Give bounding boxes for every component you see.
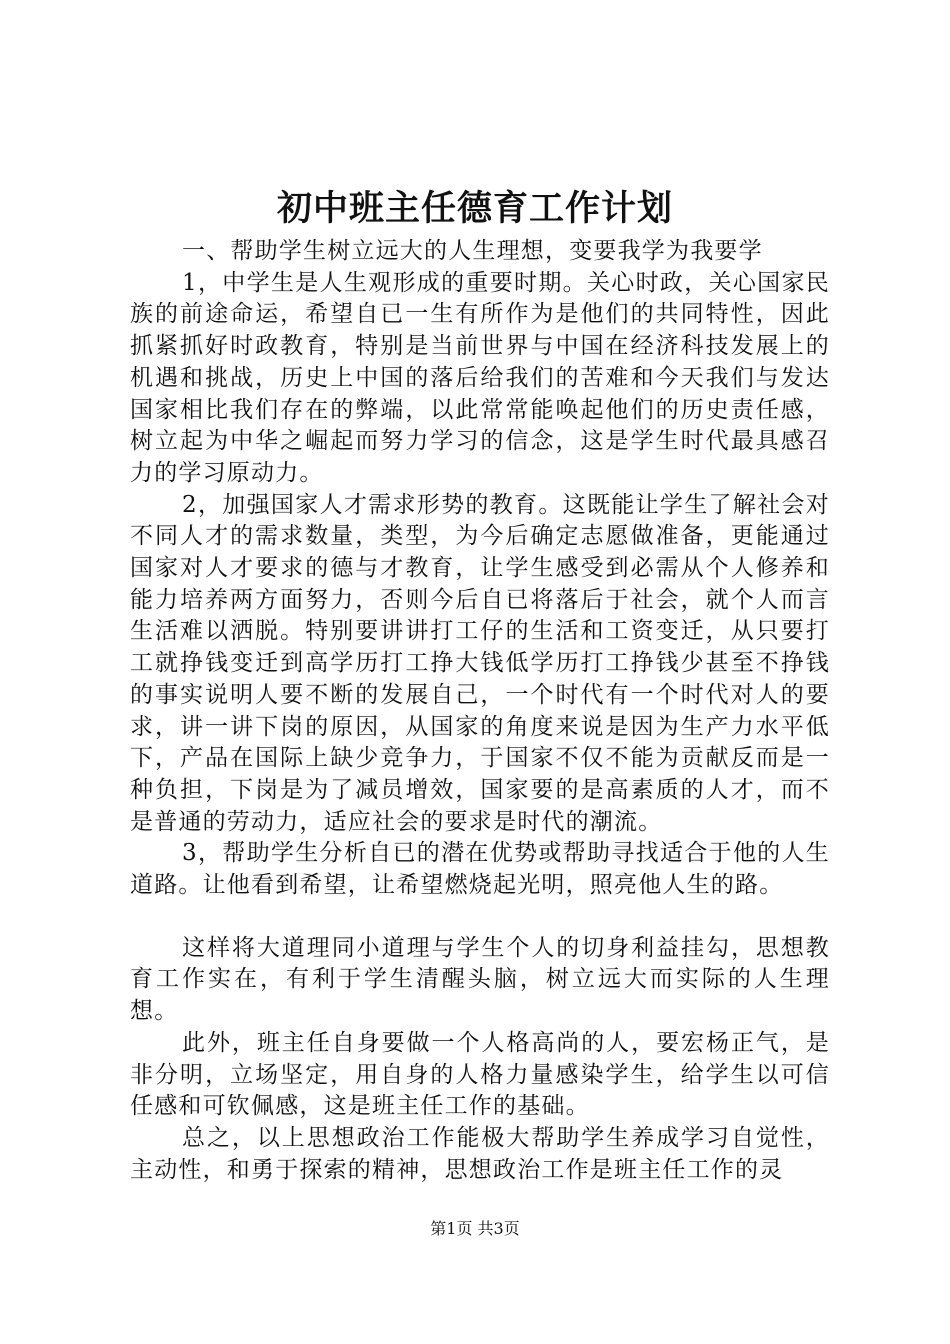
section-heading: 一、帮助学生树立远大的人生理想，变要我学为我要学 [182,238,763,264]
paragraph-spacer [130,902,830,933]
paragraph-point-3: 3，帮助学生分析自已的潜在优势或帮助寻找适合于他的人生道路。让他看到希望，让希望燃烧起光明，照亮他人生的路。 [130,840,830,899]
document-title: 初中班主任德育工作计划 [276,188,673,229]
document-body [130,236,830,1186]
paragraph-teacher-role: 此外，班主任自身要做一个人格高尚的人，要宏杨正气，是非分明，立场坚定，用自身的人格力量感染学生，给学生以可信任感和可钦佩感，这是班主任工作的基础。 [130,1029,830,1120]
page-number: 第1页 共3页 [430,1219,520,1238]
paragraph-conclusion: 总之，以上思想政治工作能极大帮助学生养成学习自觉性，主动性，和勇于探索的精神，思想政治工作是班主任工作的灵 [130,1124,830,1183]
paragraph-point-1: 1，中学生是人生观形成的重要时期。关心时政，关心国家民族的前途命运，希望自已一生有所作为是他们的共同特性，因此抓紧抓好时政教育，特别是当前世界与中国在经济科技发展上的机遇和挑战，历史上中国的落后给我们的苦难和今天我们与发达国家相比我们存在的弊端，以此常常能唤起他们的历史责任感，树立起为中华之崛起而努力学习的信念，这是学生时代最具感召力的学习原动力。 [130,269,830,486]
paragraph-summary: 这样将大道理同小道理与学生个人的切身利益挂勾，思想教育工作实在，有利于学生清醒头脑，树立远大而实际的人生理想。 [130,934,830,1025]
paragraph-point-2: 2，加强国家人才需求形势的教育。这既能让学生了解社会对不同人才的需求数量，类型，为今后确定志愿做准备，更能通过国家对人才要求的德与才教育，让学生感受到必需从个人修养和能力培养两方面努力，否则今后自已将落后于社会，就个人而言生活难以洒脱。特别要讲讲打工仔的生活和工资变迁，从只要打工就挣钱变迁到高学历打工挣大钱低学历打工挣钱少甚至不挣钱的事实说明人要不断的发展自己，一个时代有一个时代对人的要求，讲一讲下岗的原因，从国家的角度来说是因为生产力水平低下，产品在国际上缺少竞争力，于国家不仅不能为贡献反而是一种负担，下岗是为了减员增效，国家要的是高素质的人才，而不是普通的劳动力，适应社会的要求是时代的潮流。 [130,491,830,835]
